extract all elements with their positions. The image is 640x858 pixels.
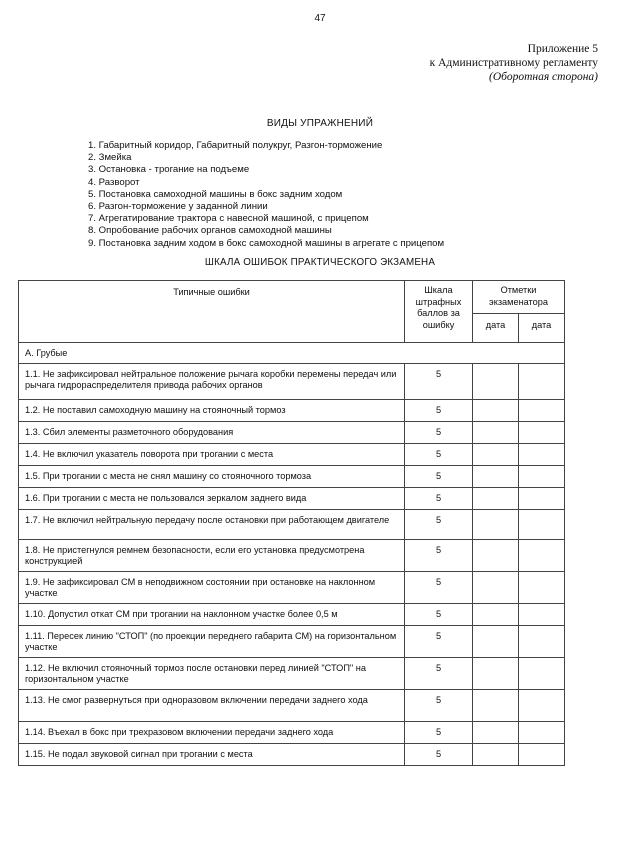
header-penalty-line: баллов за: [417, 308, 460, 318]
penalty-points: 5: [405, 603, 473, 625]
table-row: [19, 625, 565, 657]
error-description: 1.9. Не зафиксировал СМ в неподвижном состоянии при остановке на наклонном участке: [19, 571, 405, 603]
examiner-mark-cell: [519, 571, 565, 603]
header-penalty-line: штрафных: [415, 296, 462, 307]
error-scale-title: ШКАЛА ОШИБОК ПРАКТИЧЕСКОГО ЭКЗАМЕНА: [204, 257, 436, 268]
examiner-mark-cell: [519, 465, 565, 487]
header-penalty-scale: [405, 281, 473, 343]
table-row: [19, 571, 565, 603]
examiner-mark-cell: [473, 603, 519, 625]
table-row: [19, 509, 565, 539]
penalty-points: 5: [405, 657, 473, 689]
error-scale-table: [18, 280, 565, 766]
error-description: 1.10. Допустил откат СМ при трогании на наклонном участке более 0,5 м: [19, 603, 405, 625]
header-penalty-line: Шкала: [424, 285, 453, 295]
appendix-side-note: (Оборотная сторона): [489, 71, 598, 83]
section-row: [19, 343, 565, 364]
exercise-item: 2. Змейка: [88, 152, 132, 164]
error-description: 1.12. Не включил стояночный тормоз после остановки перед линией "СТОП" на горизонтальном участке: [19, 657, 405, 689]
penalty-points: 5: [405, 571, 473, 603]
error-description: 1.8. Не пристегнулся ремнем безопасности, если его установка предусмотрена конструкцией: [19, 539, 405, 571]
section-label: А. Грубые: [19, 343, 565, 364]
header-penalty-line: ошибку: [422, 319, 455, 330]
table-row: [19, 603, 565, 625]
header-date-2: дата: [519, 314, 565, 343]
penalty-points: 5: [405, 509, 473, 539]
examiner-mark-cell: [519, 743, 565, 765]
penalty-points: 5: [405, 399, 473, 421]
exercises-list: [88, 140, 444, 250]
examiner-mark-cell: [519, 363, 565, 399]
exercise-item: 6. Разгон-торможение у заданной линии: [88, 201, 268, 213]
page-number: 47: [314, 13, 326, 24]
error-description: 1.15. Не подал звуковой сигнал при трогании с места: [19, 743, 405, 765]
penalty-points: 5: [405, 625, 473, 657]
examiner-mark-cell: [519, 625, 565, 657]
examiner-mark-cell: [519, 509, 565, 539]
examiner-mark-cell: [519, 689, 565, 721]
exercise-item: 9. Постановка задним ходом в бокс самоходной машины в агрегате с прицепом: [88, 237, 445, 249]
header-marks-line: экзаменатора: [489, 296, 548, 307]
examiner-mark-cell: [473, 657, 519, 689]
penalty-points: 5: [405, 443, 473, 465]
examiner-mark-cell: [473, 363, 519, 399]
examiner-mark-cell: [473, 465, 519, 487]
header-date-1: дата: [473, 314, 519, 343]
table-row: [19, 399, 565, 421]
table-row: [19, 443, 565, 465]
header-examiner-marks: [473, 281, 565, 314]
examiner-mark-cell: [473, 539, 519, 571]
examiner-mark-cell: [473, 443, 519, 465]
appendix-header: [430, 42, 598, 84]
exercise-item: 4. Разворот: [88, 176, 140, 188]
penalty-points: 5: [405, 363, 473, 399]
penalty-points: 5: [405, 465, 473, 487]
table-row: [19, 721, 565, 743]
exercise-item: 1. Габаритный коридор, Габаритный полукруг, Разгон-торможение: [88, 140, 383, 151]
header-marks-line: Отметки: [500, 285, 537, 295]
exercises-title: ВИДЫ УПРАЖНЕНИЙ: [266, 118, 374, 129]
examiner-mark-cell: [473, 421, 519, 443]
examiner-mark-cell: [519, 603, 565, 625]
examiner-mark-cell: [519, 657, 565, 689]
examiner-mark-cell: [473, 625, 519, 657]
penalty-points: 5: [405, 487, 473, 509]
error-description: 1.7. Не включил нейтральную передачу после остановки при работающем двигателе: [19, 509, 405, 539]
error-description: 1.1. Не зафиксировал нейтральное положение рычага коробки перемены передач или рычага гидрораспределителя привода рабочих органов: [19, 363, 405, 399]
error-description: 1.6. При трогании с места не пользовался зеркалом заднего вида: [19, 487, 405, 509]
examiner-mark-cell: [519, 487, 565, 509]
error-description: 1.14. Въехал в бокс при трехразовом включении передачи заднего хода: [19, 721, 405, 743]
error-description: 1.11. Пересек линию "СТОП" (по проекции переднего габарита СМ) на горизонтальном участке: [19, 625, 405, 657]
penalty-points: 5: [405, 743, 473, 765]
table-row: [19, 465, 565, 487]
error-description: 1.13. Не смог развернуться при одноразовом включении передачи заднего хода: [19, 689, 405, 721]
error-description: 1.4. Не включил указатель поворота при трогании с места: [19, 443, 405, 465]
examiner-mark-cell: [473, 399, 519, 421]
examiner-mark-cell: [519, 421, 565, 443]
exercise-item: 8. Опробование рабочих органов самоходной машины: [88, 225, 332, 237]
examiner-mark-cell: [473, 509, 519, 539]
table-row: [19, 657, 565, 689]
examiner-mark-cell: [473, 721, 519, 743]
error-description: 1.3. Сбил элементы разметочного оборудования: [19, 421, 405, 443]
examiner-mark-cell: [519, 721, 565, 743]
header-typical-errors: Типичные ошибки: [19, 281, 405, 343]
examiner-mark-cell: [519, 443, 565, 465]
appendix-title: Приложение 5: [527, 43, 598, 55]
examiner-mark-cell: [473, 743, 519, 765]
table-row: [19, 539, 565, 571]
penalty-points: 5: [405, 689, 473, 721]
appendix-reference: к Административному регламенту: [429, 57, 598, 69]
exercise-item: 7. Агрегатирование трактора с навесной машиной, с прицепом: [88, 213, 369, 225]
table-header-row: [19, 281, 565, 314]
exercise-item: 5. Постановка самоходной машины в бокс задним ходом: [88, 188, 343, 200]
table-row: [19, 689, 565, 721]
penalty-points: 5: [405, 721, 473, 743]
examiner-mark-cell: [473, 487, 519, 509]
penalty-points: 5: [405, 539, 473, 571]
examiner-mark-cell: [519, 539, 565, 571]
penalty-points: 5: [405, 421, 473, 443]
error-description: 1.2. Не поставил самоходную машину на стояночный тормоз: [19, 399, 405, 421]
examiner-mark-cell: [519, 399, 565, 421]
exercise-item: 3. Остановка - трогание на подъеме: [88, 164, 250, 176]
table-row: [19, 421, 565, 443]
table-row: [19, 363, 565, 399]
examiner-mark-cell: [473, 571, 519, 603]
examiner-mark-cell: [473, 689, 519, 721]
table-row: [19, 487, 565, 509]
table-row: [19, 743, 565, 765]
error-description: 1.5. При трогании с места не снял машину со стояночного тормоза: [19, 465, 405, 487]
